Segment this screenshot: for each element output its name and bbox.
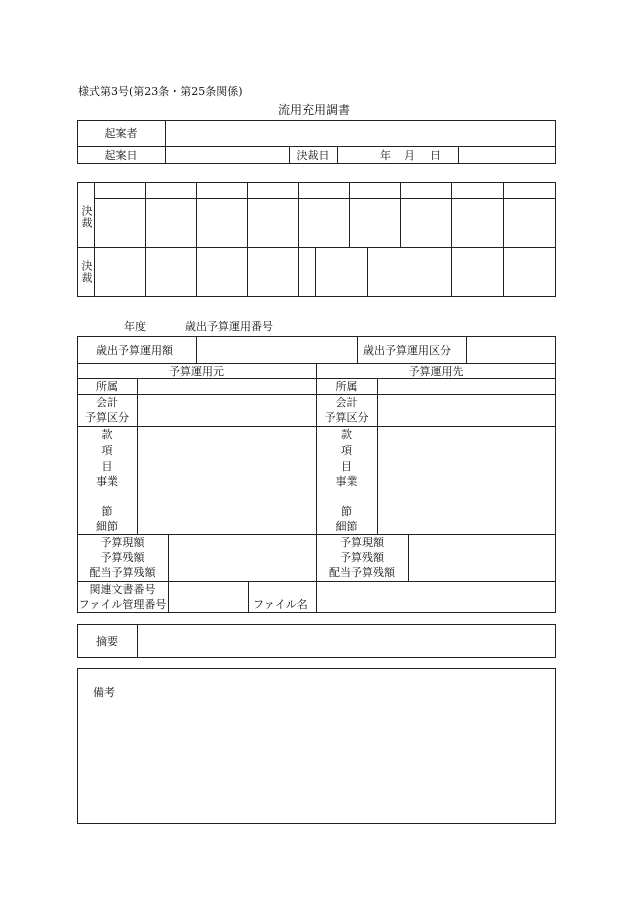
day-label: 日 (430, 149, 441, 162)
dest-budget-class-label: 予算区分 (324, 411, 369, 424)
operation-category-field[interactable] (467, 337, 555, 362)
decision-date-label: 決裁日 (296, 149, 330, 162)
document-title: 流用充用調書 (278, 103, 351, 117)
drafter-field[interactable] (166, 121, 555, 145)
dest-current-amount-label: 予算現額 (340, 536, 384, 549)
source-moku-label: 目 (101, 460, 113, 473)
source-account-label: 会計 (96, 396, 118, 409)
dest-saisetsu-label: 細節 (335, 520, 358, 533)
dest-allocated-remaining-label: 配当予算残額 (329, 566, 395, 579)
source-kan-label: 款 (101, 428, 113, 441)
source-kou-label: 項 (101, 444, 113, 457)
file-name-label: ファイル名 (253, 598, 308, 611)
form-number: 様式第3号(第23条・第25条関係) (78, 85, 243, 98)
source-allocated-remaining-label: 配当予算残額 (89, 566, 156, 579)
draft-date-field[interactable] (166, 147, 288, 163)
source-setsu-label: 節 (101, 505, 113, 518)
related-doc-number-label: 関連文書番号 (89, 583, 156, 596)
dest-account-label: 会計 (335, 396, 358, 409)
source-dept-label: 所属 (96, 380, 118, 393)
dest-project-label: 事業 (335, 475, 358, 488)
draft-date-label: 起案日 (104, 149, 138, 162)
dest-dept-label: 所属 (335, 380, 358, 393)
approval-label-2: 決裁 (80, 260, 93, 284)
approval-label-1: 決裁 (80, 205, 93, 229)
operation-amount-field[interactable] (197, 337, 356, 362)
source-saisetsu-label: 細節 (96, 520, 118, 533)
source-current-amount-label: 予算現額 (100, 536, 145, 549)
dest-kan-label: 款 (341, 428, 352, 441)
remarks-box[interactable] (77, 668, 556, 824)
dest-setsu-label: 節 (341, 505, 352, 518)
file-management-number-label: ファイル管理番号 (78, 598, 167, 611)
operation-category-label: 歳出予算運用区分 (363, 344, 451, 357)
summary-field[interactable] (138, 625, 555, 657)
operation-amount-label: 歳出予算運用額 (96, 344, 173, 357)
operation-number-label: 歳出予算運用番号 (185, 320, 273, 333)
dest-remaining-amount-label: 予算残額 (340, 551, 384, 564)
month-label: 月 (404, 149, 415, 162)
fiscal-year-label: 年度 (124, 320, 146, 333)
dest-moku-label: 目 (341, 460, 352, 473)
destination-header: 予算運用先 (408, 365, 464, 378)
source-header: 予算運用元 (169, 365, 224, 378)
drafter-label: 起案者 (104, 127, 138, 140)
summary-label: 摘要 (96, 635, 118, 648)
decision-extra-field[interactable] (459, 147, 555, 163)
year-label: 年 (380, 149, 391, 162)
dest-kou-label: 項 (341, 444, 352, 457)
source-budget-class-label: 予算区分 (85, 411, 129, 424)
remarks-label: 備考 (93, 686, 115, 699)
file-name-field[interactable] (317, 582, 555, 612)
decision-date-field[interactable] (338, 147, 457, 163)
file-number-field[interactable] (169, 582, 247, 612)
source-project-label: 事業 (96, 475, 118, 488)
source-remaining-amount-label: 予算残額 (100, 551, 145, 564)
approval-table (77, 182, 556, 297)
